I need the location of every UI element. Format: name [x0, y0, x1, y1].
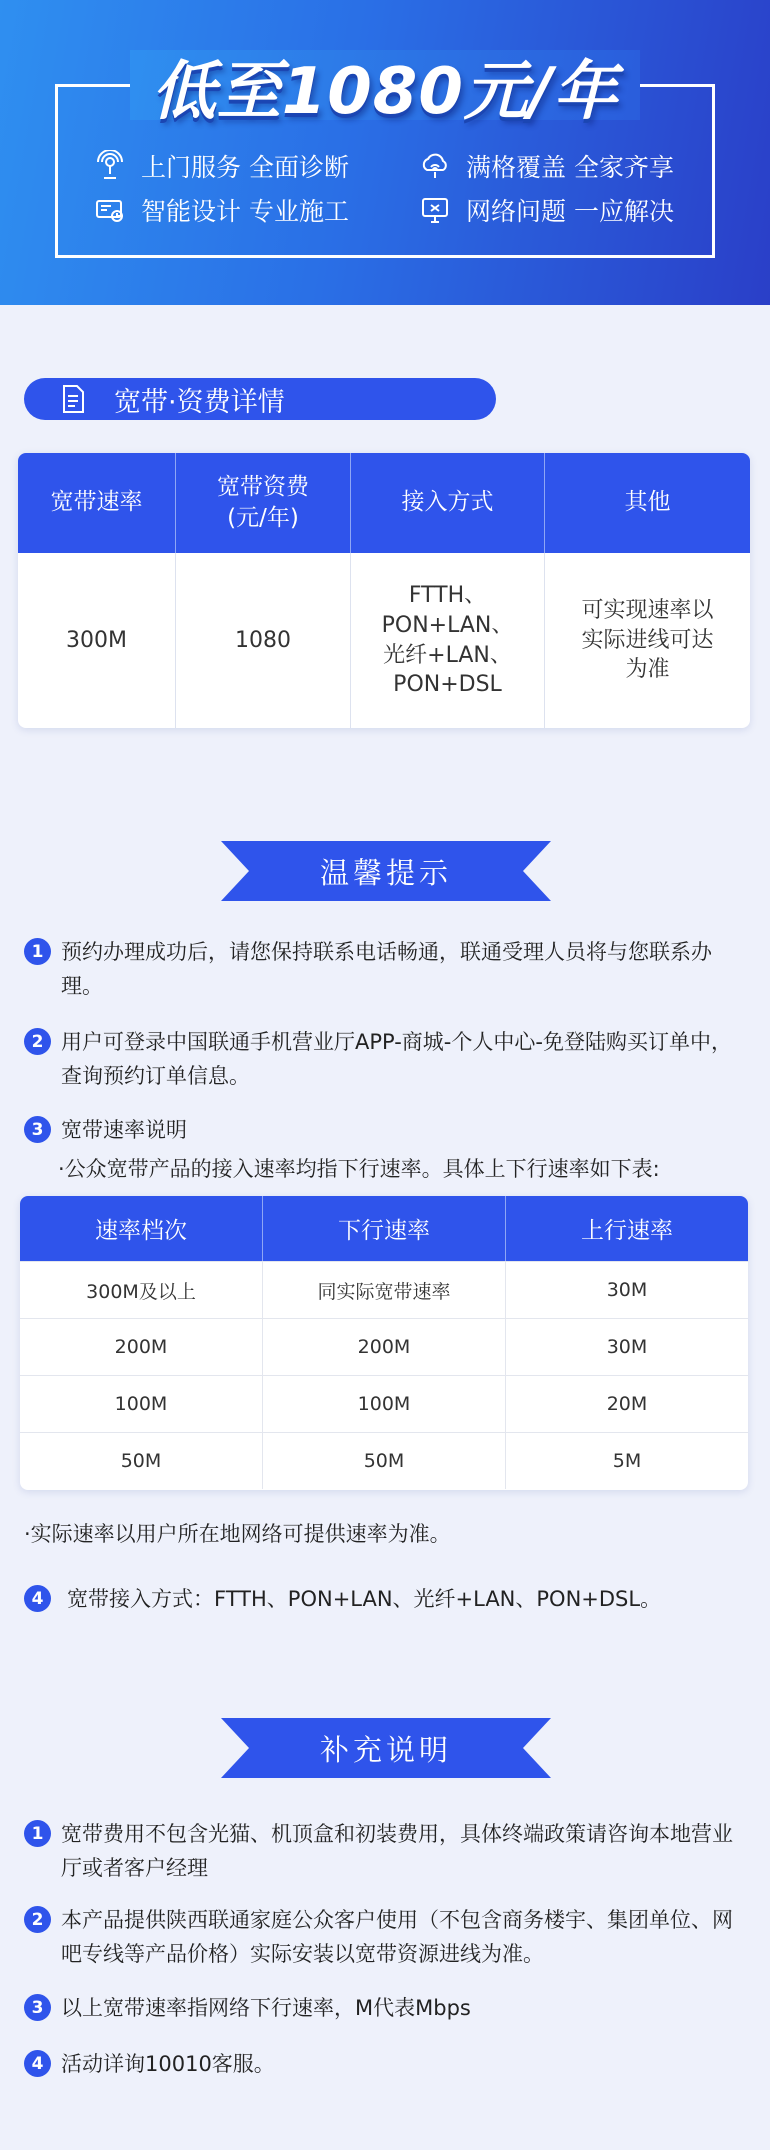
supplement-item-3: 3 以上宽带速率指网络下行速率，M代表Mbps [24, 1991, 748, 2025]
service-icon [93, 149, 127, 183]
feature-service: 上门服务 全面诊断 [93, 148, 349, 184]
table-row: 200M 200M 30M [20, 1318, 748, 1375]
supplement-item-2: 2 本产品提供陕西联通家庭公众客户使用（不包含商务楼宇、集团单位、网吧专线等产品价格）实际安装以宽带资源进线为准。 [24, 1903, 748, 1971]
number-badge: 1 [24, 1820, 51, 1847]
tips-title: 温馨提示 [319, 855, 452, 890]
number-badge: 2 [24, 1028, 51, 1055]
feature-coverage: 满格覆盖 全家齐享 [418, 148, 674, 184]
table-row: 100M 100M 20M [20, 1375, 748, 1432]
cell-speed: 300M [66, 627, 127, 653]
tip-item-3: 3 宽带速率说明 [24, 1113, 746, 1147]
tip-item-1: 1 预约办理成功后，请您保持联系电话畅通，联通受理人员将与您联系办理。 [24, 935, 746, 1003]
header-fee: 宽带资费 (元/年) [175, 453, 350, 553]
pricing-table [18, 453, 750, 728]
cell-fee: 1080 [175, 553, 350, 728]
supplement-item-4: 4 活动详询10010客服。 [24, 2047, 748, 2081]
number-badge: 3 [24, 1116, 51, 1143]
supplement-item-1: 1 宽带费用不包含光猫、机顶盒和初装费用，具体终端政策请咨询本地营业厅或者客户经理 [24, 1817, 748, 1885]
number-badge: 2 [24, 1906, 51, 1933]
number-badge: 4 [24, 2050, 51, 2077]
header-access: 接入方式 [350, 453, 544, 553]
cell-access: FTTH、 PON+LAN、 光纤+LAN、 PON+DSL [350, 553, 544, 728]
pricing-table-header [18, 453, 750, 553]
speed-note: ·公众宽带产品的接入速率均指下行速率。具体上下行速率如下表: [58, 1157, 660, 1181]
cell-other: 可实现速率以 实际进线可达 为准 [544, 553, 750, 728]
tip-item-4: 4 宽带接入方式：FTTH、PON+LAN、光纤+LAN、PON+DSL。 [24, 1582, 746, 1616]
header-speed: 宽带速率 [50, 489, 143, 516]
number-badge: 3 [24, 1994, 51, 2021]
document-icon [60, 384, 86, 414]
monitor-icon [418, 193, 452, 227]
header-other: 其他 [544, 453, 750, 553]
tip-item-2: 2 用户可登录中国联通手机营业厅APP-商城-个人中心-免登陆购买订单中，查询预约订单信息。 [24, 1025, 746, 1093]
table-row: 50M 50M 5M [20, 1432, 748, 1489]
actual-speed-note: ·实际速率以用户所在地网络可提供速率为准。 [24, 1522, 451, 1546]
banner-title: 低至1080元/年 [151, 55, 619, 129]
speed-table-header: 速率档次 下行速率 上行速率 [20, 1196, 748, 1261]
table-row [18, 553, 750, 728]
table-row: 300M及以上 同实际宽带速率 30M [20, 1261, 748, 1318]
design-icon [93, 193, 127, 227]
number-badge: 1 [24, 938, 51, 965]
supplement-title: 补充说明 [319, 1732, 452, 1767]
speed-table [20, 1196, 748, 1490]
supplement-ribbon [221, 1718, 551, 1778]
tips-ribbon [221, 841, 551, 901]
pricing-section-title: 宽带·资费详情 [24, 378, 496, 420]
hero-banner [0, 0, 770, 305]
number-badge: 4 [24, 1585, 51, 1612]
feature-support: 网络问题 一应解决 [418, 192, 674, 228]
wifi-cloud-icon [418, 149, 452, 183]
feature-design: 智能设计 专业施工 [93, 192, 349, 228]
